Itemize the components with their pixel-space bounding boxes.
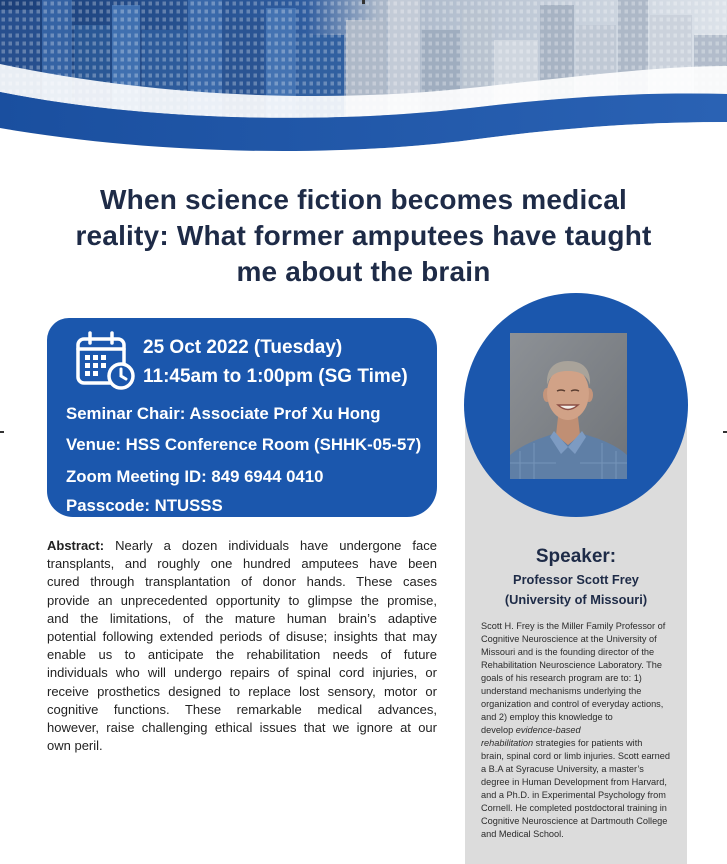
bio-line: and 2) employ this knowledge to	[481, 712, 613, 722]
clock-icon	[109, 364, 133, 388]
bio-line: and Medical School.	[481, 829, 564, 839]
abstract	[47, 537, 437, 755]
event-details-card	[47, 318, 437, 517]
bio-line: Missouri and is the founding director of the	[481, 647, 655, 657]
bio-line	[481, 724, 685, 737]
bio-line: and a Ph.D. in Experimental Psychology from	[481, 790, 666, 800]
speaker-bio	[481, 620, 685, 841]
speaker-heading: Speaker:	[535, 546, 617, 567]
crop-mark	[0, 431, 4, 433]
speaker-name: Professor Scott Frey	[513, 572, 639, 587]
bio-line: Scott H. Frey is the Miller Family Professor of	[481, 621, 666, 631]
bio-line: degree in Human Development from Harvard,	[481, 777, 667, 787]
title-line: me about the brain	[236, 256, 491, 287]
abstract-line: provide an unprecedented opportunity to glimpse the promise,	[47, 592, 437, 608]
bio-text: strategies for patients with	[533, 738, 643, 748]
abstract-line	[47, 537, 437, 555]
abstract-line: receive prosthetics designed to replace lost sensory, motor or	[47, 683, 437, 699]
abstract-text: Nearly a dozen individuals have undergone face	[115, 538, 437, 553]
registration-mark	[362, 0, 365, 4]
abstract-line: individuals who will undergo repairs of spinal cord injuries, or	[47, 665, 437, 681]
crop-mark	[723, 431, 727, 433]
bio-line: brain, spinal cord or limb injuries. Scott earned	[481, 751, 670, 761]
speaker-photo	[510, 333, 627, 479]
zoom-meeting-id: Zoom Meeting ID: 849 6944 0410	[66, 467, 324, 486]
bio-line: Cornell. He completed postdoctoral training in	[481, 803, 667, 813]
title-line: When science fiction becomes medical	[100, 184, 627, 215]
event-time: 11:45am to 1:00pm (SG Time)	[143, 366, 408, 387]
bio-line: Rehabilitation Neuroscience Laboratory. The	[481, 660, 662, 670]
abstract-line: cognitive functions. These remarkable medical advances,	[47, 701, 437, 717]
zoom-passcode: Passcode: NTUSSS	[66, 496, 223, 515]
event-date: 25 Oct 2022 (Tuesday)	[143, 337, 343, 358]
speaker-photo-circle	[464, 293, 688, 517]
bio-emphasis: rehabilitation	[481, 738, 534, 748]
seminar-title	[0, 182, 727, 290]
bio-line: Cognitive Neuroscience at the University of	[481, 634, 657, 644]
bio-line: understand mechanisms underlying the	[481, 686, 642, 696]
abstract-line: however, raise challenging ethical issues that we ignore at our	[47, 719, 437, 735]
abstract-line: and the limitations, of the mature human brain’s adaptive	[47, 610, 437, 626]
abstract-line: potential following extended periods of disuse; insights that may	[47, 628, 437, 644]
abstract-line: cured through transplantation of donor hands. These cases	[47, 574, 437, 590]
abstract-line: enable us to anticipate the rehabilitation needs of future	[47, 647, 437, 663]
abstract-label: Abstract:	[47, 538, 105, 553]
seminar-chair: Seminar Chair: Associate Prof Xu Hong	[66, 404, 381, 423]
bio-line: organization and control of everyday actions,	[481, 699, 664, 709]
bio-line: a B.A at Syracuse University, a master’s	[481, 764, 644, 774]
bio-line	[481, 737, 685, 750]
bio-line: Cognitive Neuroscience at Dartmouth College	[481, 816, 668, 826]
bio-text: develop	[481, 725, 516, 735]
speaker-affiliation: (University of Missouri)	[504, 592, 648, 607]
city-skyline-banner	[0, 0, 727, 160]
bio-line: goals of his research program are to: 1)	[481, 673, 642, 683]
abstract-line: transplants, and roughly one hundred amputees have been	[47, 556, 437, 572]
abstract-line: own peril.	[47, 738, 103, 754]
title-line: reality: What former amputees have taught	[75, 220, 652, 251]
bio-emphasis: evidence-based	[515, 725, 581, 735]
event-venue: Venue: HSS Conference Room (SHHK-05-57)	[66, 435, 422, 454]
calendar-clock-icon	[75, 330, 135, 390]
calendar-grid	[85, 355, 106, 376]
